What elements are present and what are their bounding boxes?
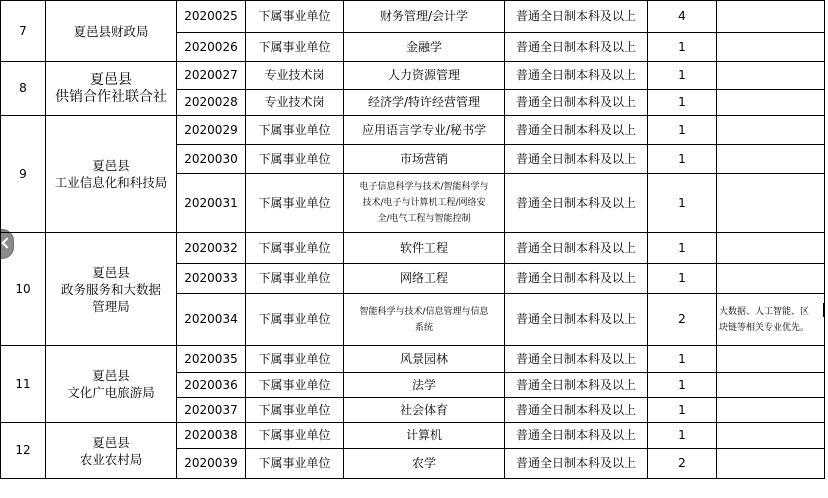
table-row	[1, 116, 825, 145]
position-code: 2020028	[177, 90, 246, 116]
education-requirement: 普通全日制本科及以上	[505, 62, 648, 90]
department-name	[46, 62, 177, 116]
education-requirement: 普通全日制本科及以上	[505, 145, 648, 174]
remarks	[717, 33, 825, 62]
education-requirement: 普通全日制本科及以上	[505, 233, 648, 264]
major-line: 全/电气工程与智能控制	[377, 214, 471, 224]
department-name-line: 夏邑县财政局	[73, 23, 149, 39]
position-code: 2020026	[177, 33, 246, 62]
position-type: 下属事业单位	[246, 294, 344, 346]
table-body	[1, 1, 825, 479]
remarks-line: 大数据、人工智能、区	[719, 306, 810, 317]
remarks	[717, 423, 825, 449]
group-index: 7	[1, 1, 46, 62]
major-requirement: 农学	[344, 449, 505, 479]
position-code: 2020033	[177, 264, 246, 294]
position-code: 2020030	[177, 145, 246, 174]
position-code: 2020035	[177, 346, 246, 373]
remarks	[717, 294, 825, 346]
department-name	[46, 346, 177, 423]
education-requirement: 普通全日制本科及以上	[505, 294, 648, 346]
department-name	[46, 423, 177, 479]
major-requirement	[344, 294, 505, 346]
major-requirement	[344, 174, 505, 233]
position-type: 下属事业单位	[246, 398, 344, 423]
department-name	[46, 1, 177, 62]
education-requirement: 普通全日制本科及以上	[505, 373, 648, 398]
major-requirement: 财务管理/会计学	[344, 1, 505, 33]
education-requirement: 普通全日制本科及以上	[505, 423, 648, 449]
position-code: 2020029	[177, 116, 246, 145]
hiring-count: 1	[648, 33, 717, 62]
major-requirement: 风景园林	[344, 346, 505, 373]
group-index: 9	[1, 116, 46, 233]
remarks	[717, 174, 825, 233]
department-name-line: 政务服务和大数据	[60, 281, 161, 297]
position-type: 专业技术岗	[246, 62, 344, 90]
major-line: 智能科学与技术/信息管理与信息	[359, 306, 489, 317]
hiring-count: 1	[648, 116, 717, 145]
position-type: 下属事业单位	[246, 116, 344, 145]
department-name-line: 管理局	[92, 298, 130, 314]
major-requirement: 网络工程	[344, 264, 505, 294]
hiring-count: 1	[648, 174, 717, 233]
education-requirement: 普通全日制本科及以上	[505, 174, 648, 233]
department-name-line: 供销合作社联合社	[55, 88, 167, 105]
hiring-count: 1	[648, 264, 717, 294]
hiring-count: 2	[648, 449, 717, 479]
position-type: 下属事业单位	[246, 346, 344, 373]
position-type: 下属事业单位	[246, 33, 344, 62]
remarks	[717, 62, 825, 90]
position-type: 下属事业单位	[246, 174, 344, 233]
group-index: 8	[1, 62, 46, 116]
major-requirement: 计算机	[344, 423, 505, 449]
position-type: 专业技术岗	[246, 90, 344, 116]
position-code: 2020027	[177, 62, 246, 90]
education-requirement: 普通全日制本科及以上	[505, 346, 648, 373]
position-type: 下属事业单位	[246, 449, 344, 479]
position-code: 2020031	[177, 174, 246, 233]
hiring-count: 1	[648, 423, 717, 449]
hiring-count: 1	[648, 62, 717, 90]
text-cursor	[823, 303, 824, 317]
department-name-line: 工业信息化和科技局	[54, 175, 168, 190]
major-requirement: 软件工程	[344, 233, 505, 264]
position-type: 下属事业单位	[246, 1, 344, 33]
department-name-line: 农业农村局	[79, 451, 143, 467]
remarks	[717, 116, 825, 145]
department-name	[46, 233, 177, 346]
position-code: 2020037	[177, 398, 246, 423]
position-type: 下属事业单位	[246, 233, 344, 264]
position-code: 2020039	[177, 449, 246, 479]
major-line: 系统	[414, 322, 433, 333]
hiring-count: 4	[648, 1, 717, 33]
department-name-line: 夏邑县	[92, 434, 130, 450]
position-type: 下属事业单位	[246, 423, 344, 449]
remarks	[717, 1, 825, 33]
hiring-count: 1	[648, 233, 717, 264]
table-row	[1, 62, 825, 90]
department-name-line: 夏邑县	[92, 264, 130, 280]
department-name-line: 文化广电旅游局	[67, 385, 155, 400]
position-code: 2020032	[177, 233, 246, 264]
hiring-count: 1	[648, 398, 717, 423]
education-requirement: 普通全日制本科及以上	[505, 116, 648, 145]
hiring-count: 1	[648, 90, 717, 116]
remarks-line: 块链等相关专业优先。	[719, 322, 810, 333]
major-requirement: 社会体育	[344, 398, 505, 423]
major-requirement: 金融学	[344, 33, 505, 62]
table-row	[1, 346, 825, 373]
education-requirement: 普通全日制本科及以上	[505, 449, 648, 479]
education-requirement: 普通全日制本科及以上	[505, 1, 648, 33]
position-code: 2020038	[177, 423, 246, 449]
table-row	[1, 233, 825, 264]
major-requirement: 法学	[344, 373, 505, 398]
remarks	[717, 346, 825, 373]
position-type: 下属事业单位	[246, 264, 344, 294]
position-code: 2020025	[177, 1, 246, 33]
major-requirement: 市场营销	[344, 145, 505, 174]
group-index: 10	[1, 233, 46, 346]
hiring-count: 1	[648, 145, 717, 174]
major-requirement: 经济学/特许经营管理	[344, 90, 505, 116]
position-code: 2020036	[177, 373, 246, 398]
hiring-count: 1	[648, 373, 717, 398]
hiring-count: 2	[648, 294, 717, 346]
department-name-line: 夏邑县	[92, 158, 130, 173]
hiring-count: 1	[648, 346, 717, 373]
remarks	[717, 264, 825, 294]
major-requirement: 人力资源管理	[344, 62, 505, 90]
position-code: 2020034	[177, 294, 246, 346]
education-requirement: 普通全日制本科及以上	[505, 90, 648, 116]
group-index: 11	[1, 346, 46, 423]
education-requirement: 普通全日制本科及以上	[505, 33, 648, 62]
table-row	[1, 1, 825, 33]
remarks	[717, 145, 825, 174]
remarks	[717, 233, 825, 264]
education-requirement: 普通全日制本科及以上	[505, 398, 648, 423]
major-line: 电子信息科学与技术/智能科学与	[359, 182, 489, 192]
remarks	[717, 90, 825, 116]
table-row	[1, 423, 825, 449]
department-name-line: 夏邑县	[92, 368, 130, 383]
position-type: 下属事业单位	[246, 373, 344, 398]
group-index: 12	[1, 423, 46, 479]
major-line: 技术/电子与计算机工程/网络安	[362, 198, 486, 208]
remarks	[717, 449, 825, 479]
position-type: 下属事业单位	[246, 145, 344, 174]
major-requirement: 应用语言学专业/秘书学	[344, 116, 505, 145]
department-name-line: 夏邑县	[90, 71, 132, 88]
education-requirement: 普通全日制本科及以上	[505, 264, 648, 294]
remarks	[717, 398, 825, 423]
department-name	[46, 116, 177, 233]
remarks	[717, 373, 825, 398]
